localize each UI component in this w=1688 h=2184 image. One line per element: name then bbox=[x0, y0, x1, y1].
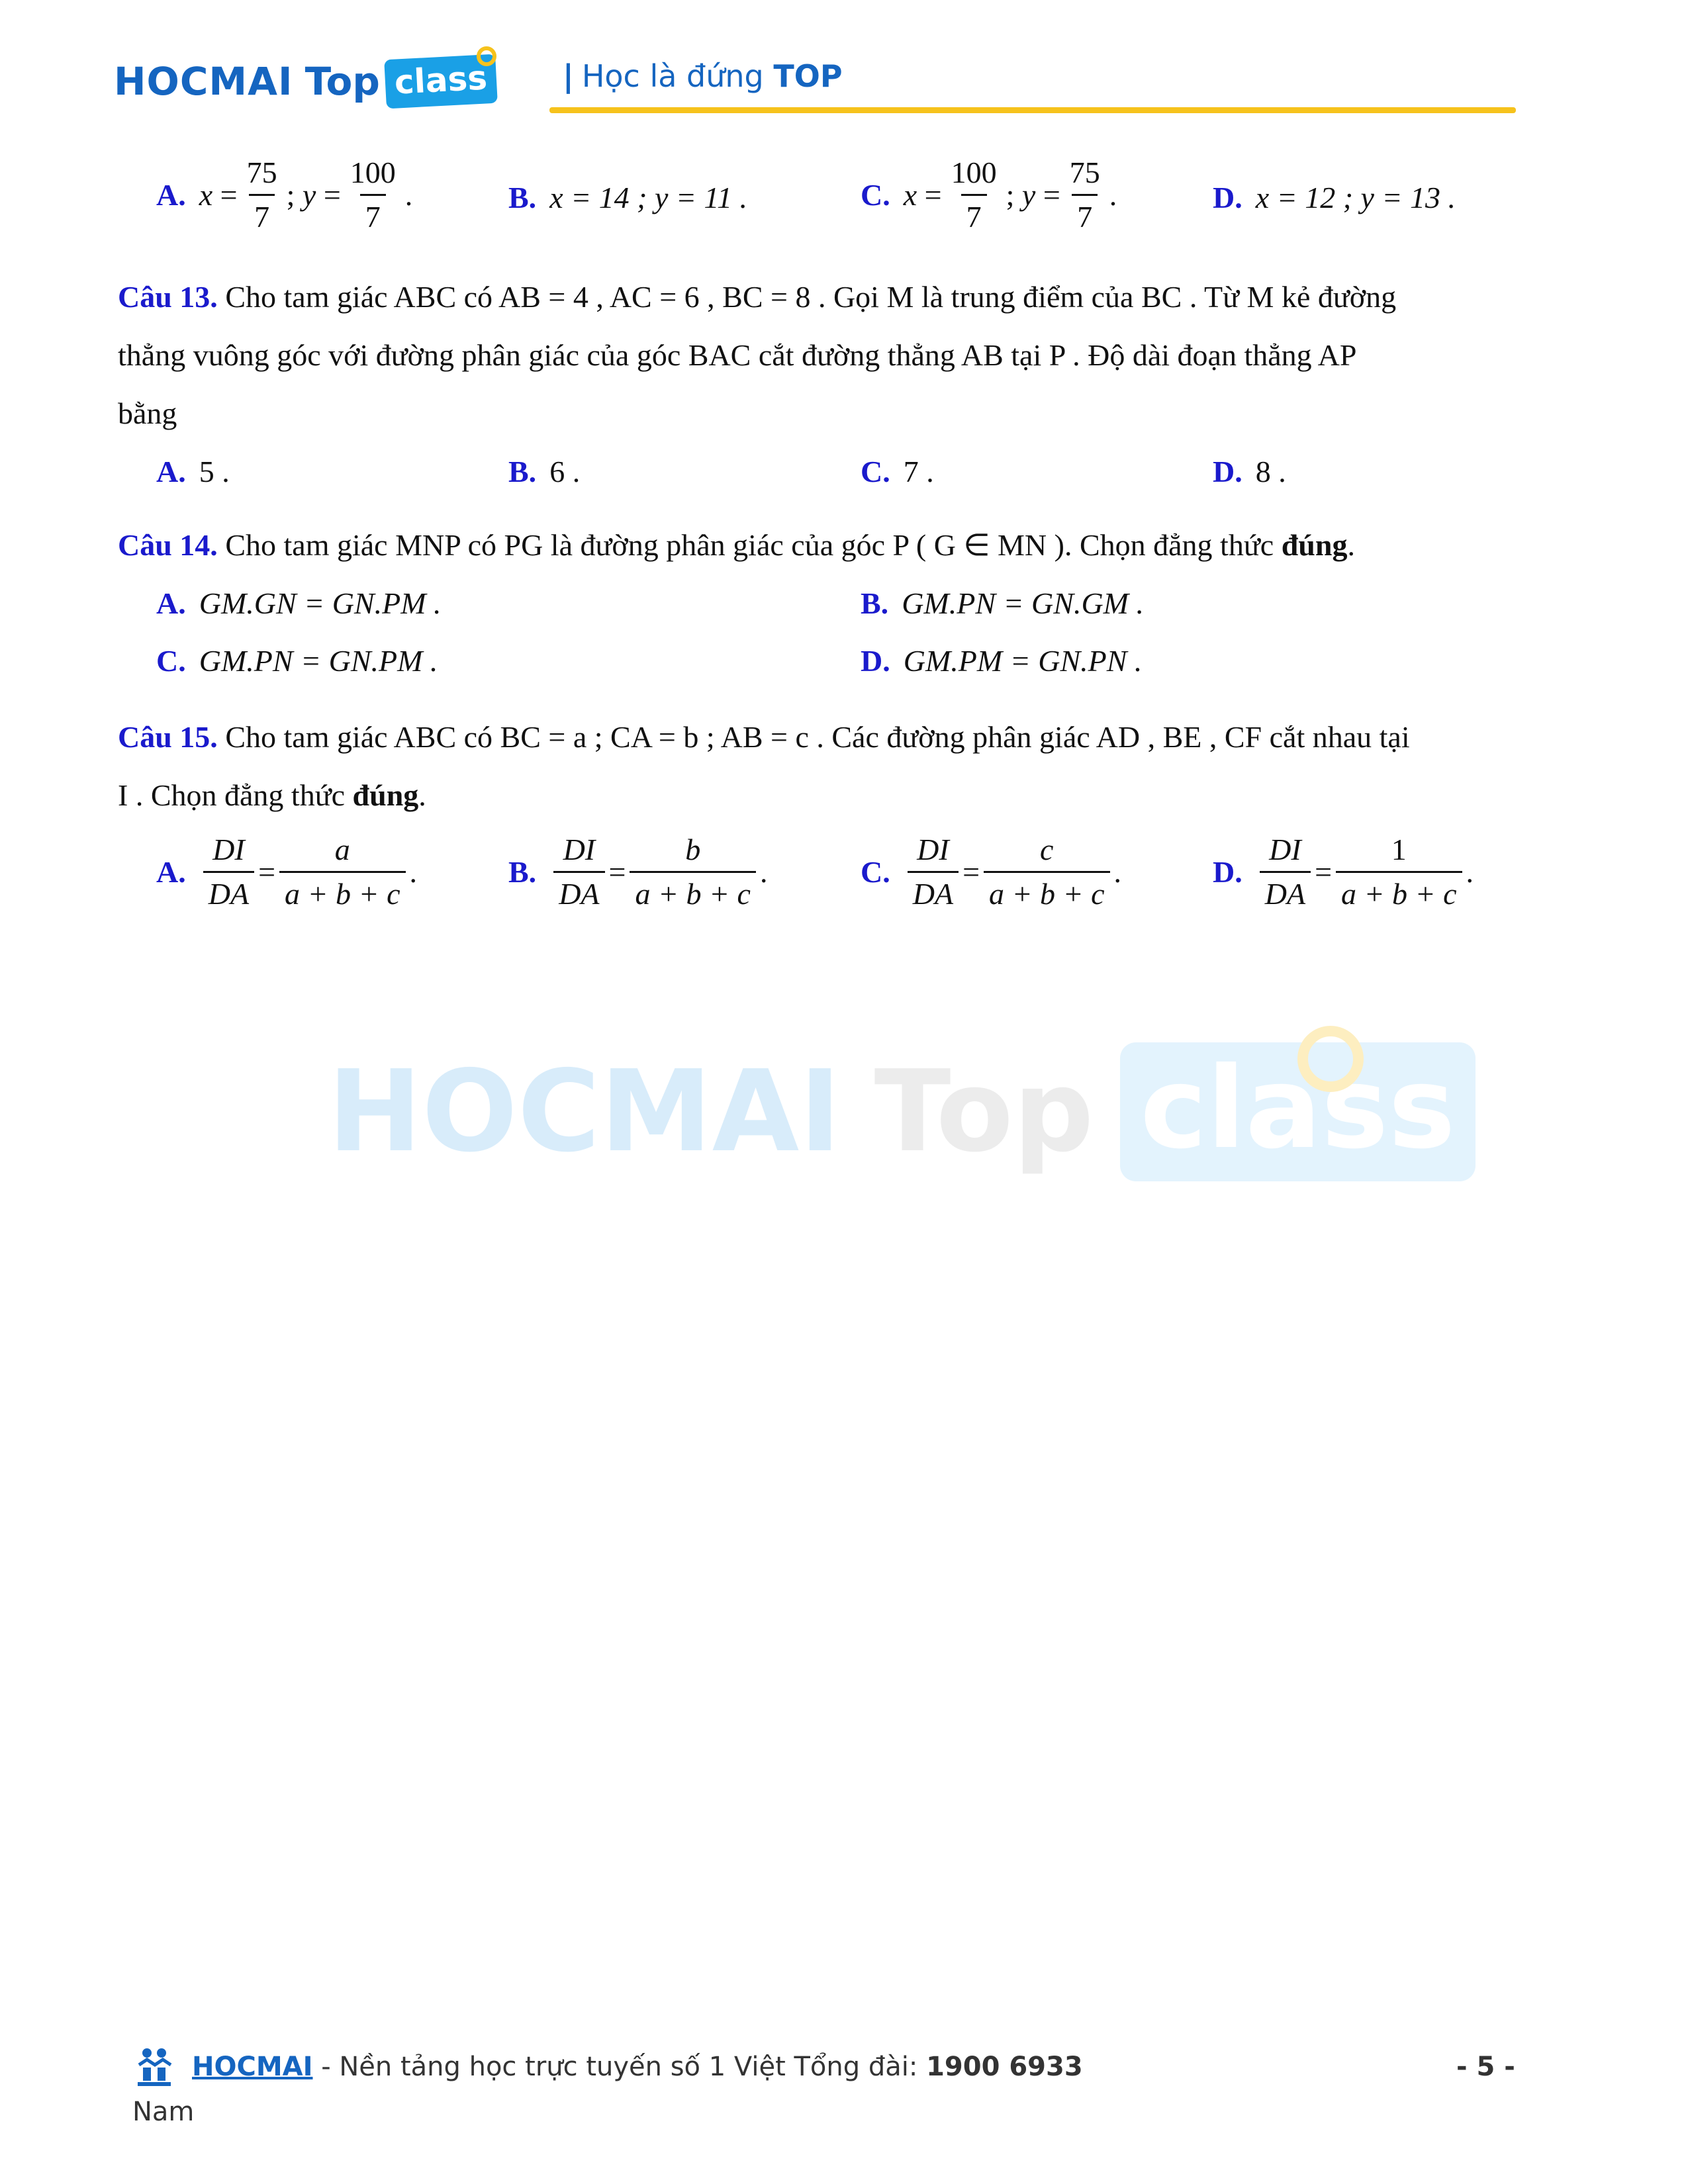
tagline-divider: | bbox=[563, 58, 574, 94]
option-text: x = 14 ; y = 11 . bbox=[549, 181, 748, 214]
q12-option-c: C. x = $\frac{100}{7}$ ; y = $\frac{75}{7}$ . bbox=[861, 156, 1117, 234]
q15-option-a: A. $\frac{DI}{DA}$ = $\frac{a}{a + b + c}$ . bbox=[156, 833, 418, 911]
option-label: A. bbox=[156, 178, 186, 212]
option-label: B. bbox=[508, 181, 537, 214]
question-14 bbox=[118, 516, 1561, 574]
header-divider bbox=[549, 107, 1516, 113]
gear-icon bbox=[477, 46, 496, 66]
brand-class: class bbox=[384, 54, 498, 109]
q15-line-1: Câu 15. Cho tam giác ABC có BC = a ; CA = b ; AB = c . Các đường phân giác AD , BE , CF cắt nhau tại bbox=[118, 720, 1410, 754]
brand-top: Top bbox=[305, 59, 380, 104]
fraction: $\frac{75}{7}$ bbox=[246, 156, 277, 234]
fraction: $\frac{100}{7}$ bbox=[951, 156, 997, 234]
q12-option-a: A. x = $\frac{75}{7}$ ; y = $\frac{100}{7}$ . bbox=[156, 156, 413, 234]
q14-option-b: B. GM.PN = GN.GM . bbox=[861, 586, 1144, 620]
q15-option-c: C. $\frac{DI}{DA}$ = $\frac{c}{a + b + c}$ . bbox=[861, 833, 1122, 911]
footer-brand-link[interactable]: HOCMAI bbox=[192, 2052, 313, 2082]
page-number: - 5 - bbox=[1456, 2052, 1515, 2082]
option-label: C. bbox=[861, 178, 890, 212]
footer-line-2: Nam bbox=[132, 2097, 195, 2127]
q13-option-a: A. 5 . bbox=[156, 455, 230, 488]
question-number: Câu 14. bbox=[118, 528, 218, 562]
q15-option-b: B. $\frac{DI}{DA}$ = $\frac{b}{a + b + c}$ . bbox=[508, 833, 768, 911]
q13-option-b: B. 6 . bbox=[508, 455, 581, 488]
q15-option-d: D. $\frac{DI}{DA}$ = $\frac{1}{a + b + c}$ . bbox=[1213, 833, 1474, 911]
tagline-top: TOP bbox=[773, 58, 843, 94]
q14-line-1: Câu 14. Cho tam giác MNP có PG là đường phân giác của góc P ( G ∈ MN ). Chọn đẳng thức đúng. bbox=[118, 528, 1355, 562]
question-15 bbox=[118, 708, 1561, 825]
question-13 bbox=[118, 268, 1561, 443]
question-number: Câu 13. bbox=[118, 280, 218, 314]
q15-line-2: I . Chọn đẳng thức đúng. bbox=[118, 778, 426, 812]
brand-hocmai: HOCMAI bbox=[114, 59, 293, 104]
fraction: $\frac{75}{7}$ bbox=[1069, 156, 1100, 234]
option-label: D. bbox=[1213, 181, 1243, 214]
brand-logo bbox=[114, 52, 496, 111]
q14-option-d: D. GM.PM = GN.PN . bbox=[861, 644, 1143, 678]
question-number: Câu 15. bbox=[118, 720, 218, 754]
watermark: HOCMAI Top class bbox=[328, 1039, 1476, 1185]
fraction: $\frac{100}{7}$ bbox=[350, 156, 396, 234]
q13-line-1: Câu 13. Cho tam giác ABC có AB = 4 , AC = 6 , BC = 8 . Gọi M là trung điểm của BC . Từ M kẻ đường bbox=[118, 280, 1397, 314]
q14-option-c: C. GM.PN = GN.PM . bbox=[156, 644, 438, 678]
q14-option-a: A. GM.GN = GN.PM . bbox=[156, 586, 442, 620]
tagline bbox=[563, 58, 843, 94]
option-text: x = 12 ; y = 13 . bbox=[1255, 181, 1456, 214]
watermark-gear-icon bbox=[1297, 1026, 1364, 1092]
q12-option-b bbox=[508, 180, 747, 215]
hocmai-logo-icon bbox=[132, 2045, 175, 2087]
q13-option-c: C. 7 . bbox=[861, 455, 934, 488]
q12-option-d bbox=[1213, 180, 1456, 215]
footer-phone: 1900 6933 bbox=[926, 2052, 1083, 2082]
footer-text: HOCMAI - Nền tảng học trực tuyến số 1 Việt Tổng đài: 1900 6933 bbox=[192, 2052, 1083, 2082]
tagline-prefix: Học là đứng bbox=[581, 58, 764, 94]
q13-line-3: bằng bbox=[118, 396, 177, 430]
q13-option-d: D. 8 . bbox=[1213, 455, 1286, 488]
q13-line-2: thẳng vuông góc với đường phân giác của góc BAC cắt đường thẳng AB tại P . Độ dài đoạn thẳng AP bbox=[118, 338, 1357, 372]
